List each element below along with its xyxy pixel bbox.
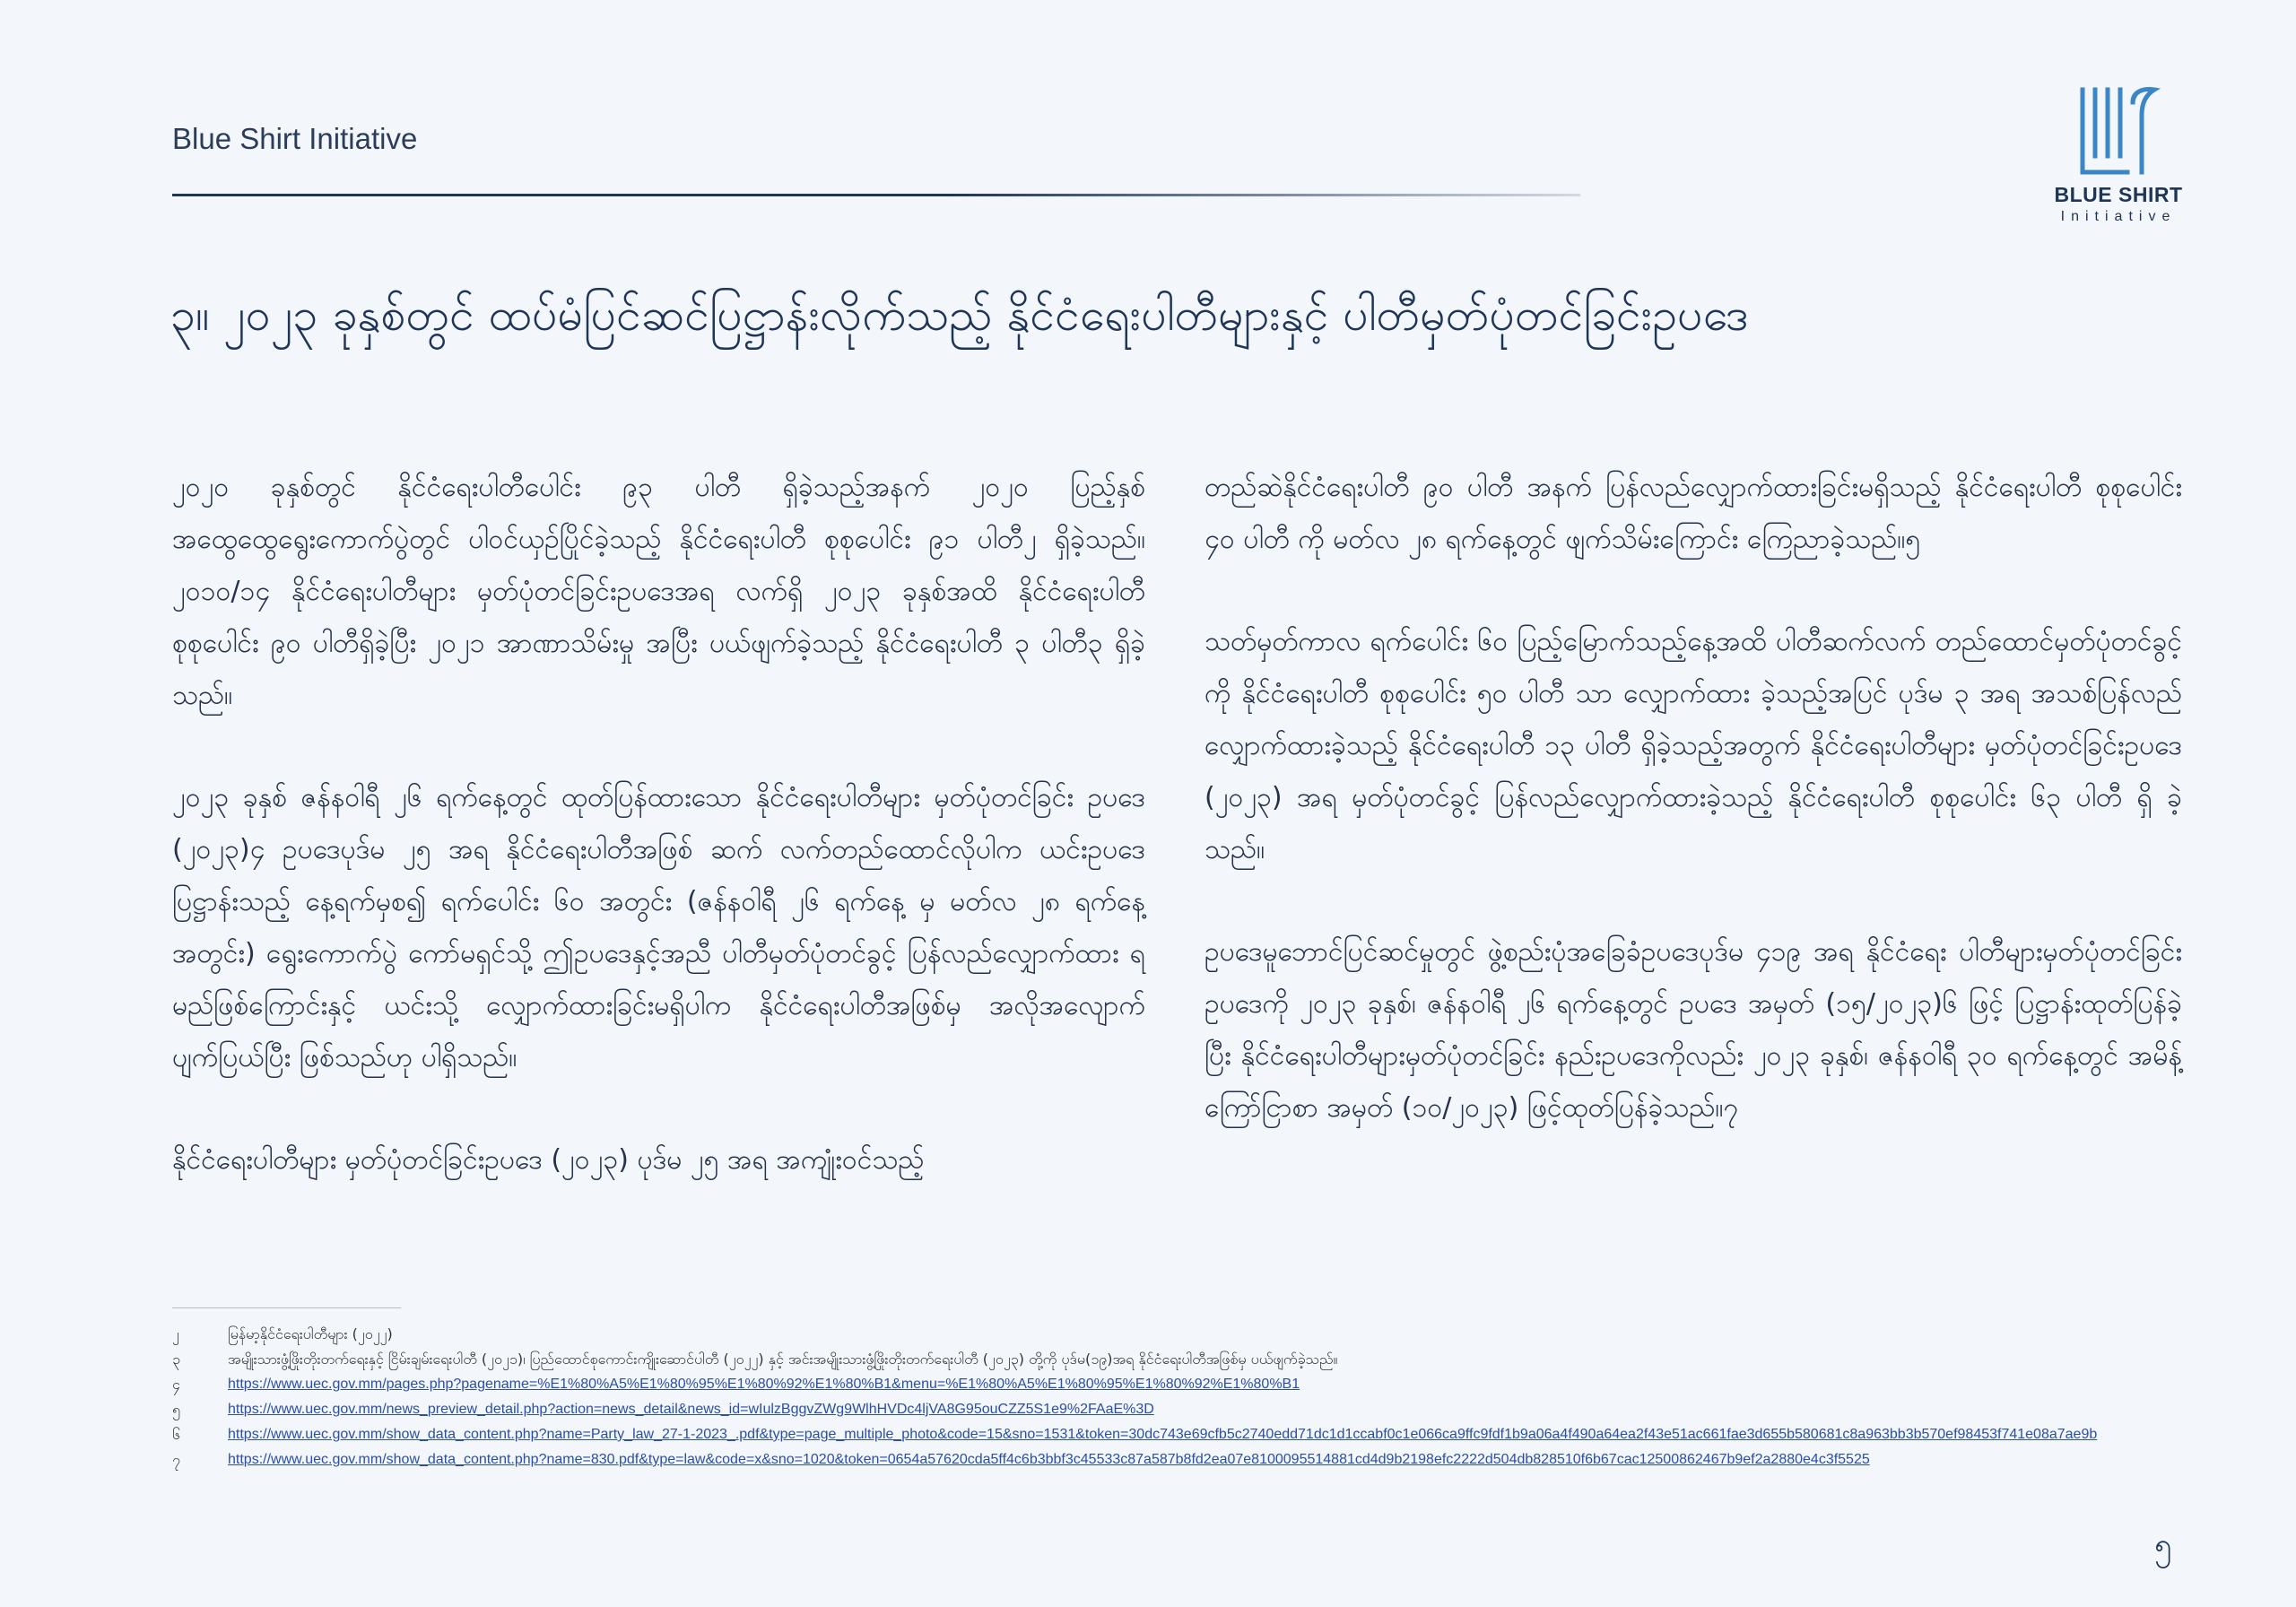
right-column (1205, 462, 2182, 1185)
logo-subtext: Initiative (2060, 209, 2177, 224)
paragraph: ၂၀၂၃ ခုနှစ် ဇန်နဝါရီ ၂၆ ရက်နေ့တွင် ထုတ်ပြန်ထားသော နိုင်ငံရေးပါတီများ မှတ်ပုံတင်ခြင်း ဥပဒေ (၂၀၂၃)၄ ဥပဒေပုဒ်မ ၂၅ အရ နိုင်ငံရေးပါတီအဖြစ် ဆက် လက်တည်ထောင်လိုပါက ယင်းဥပဒေပြဋ္ဌာန်းသည့် နေ့ရက်မှစ၍ ရက်ပေါင်း ၆၀ အတွင်း (ဇန်နဝါရီ ၂၆ ရက်နေ့ မှ မတ်လ ၂၈ ရက်နေ့ အတွင်း) ရွေးကောက်ပွဲ ကော်မရှင်သို့ ဤဥပဒေနှင့်အညီ ပါတီမှတ်ပုံတင်ခွင့် ပြန်လည်လျှောက်ထား ရမည်ဖြစ်ကြောင်းနှင့် ယင်းသို့ လျှောက်ထားခြင်းမရှိပါက နိုင်ငံရေးပါတီအဖြစ်မှ အလိုအလျောက် ပျက်ပြယ်ပြီး ဖြစ်သည်ဟု ပါရှိသည်။ (172, 782, 1145, 1073)
footnote-number: ၆ (172, 1426, 180, 1443)
paragraph: ၂၀၂၀ ခုနှစ်တွင် နိုင်ငံရေးပါတီပေါင်း ၉၃ ပါတီ ရှိခဲ့သည့်အနက် ၂၀၂၀ ပြည့်နှစ် အထွေထွေရွေးကောက်ပွဲတွင် ပါဝင်ယှဉ်ပြိုင်ခဲ့သည့် နိုင်ငံရေးပါတီ စုစုပေါင်း ၉၁ ပါတီ၂ ရှိခဲ့သည်။ ၂၀၁၀/၁၄ နိုင်ငံရေးပါတီများ မှတ်ပုံတင်ခြင်းဥပဒေအရ လက်ရှိ ၂၀၂၃ ခုနှစ်အထိ နိုင်ငံရေးပါတီ စုစုပေါင်း ၉၀ ပါတီရှိခဲ့ပြီး ၂၀၂၁ အာဏာသိမ်းမှု အပြီး ပယ်ဖျက်ခဲ့သည့် နိုင်ငံရေးပါတီ ၃ ပါတီ၃ ရှိခဲ့သည်။ (172, 472, 1145, 711)
footnote-divider (172, 1307, 401, 1308)
footnote-number: ၅ (172, 1401, 180, 1418)
left-column (172, 462, 1145, 1237)
footnote (172, 1347, 2190, 1372)
page-number: ၅ (2154, 1527, 2172, 1563)
footnote-link[interactable]: https://www.uec.gov.mm/show_data_content.php?name=830.pdf&type=law&code=x&sno=1020&token=0654a57620cda5ff4c6b3bbf3c45533c87a587b8fd2ea07e8100095514881cd4d9b2198efc2222d504db828510f6b67cac12500862467b9ef2a2880e4c3f5525 (228, 1452, 1870, 1467)
logo (2038, 84, 2199, 225)
footnote (172, 1322, 2190, 1347)
footnote (172, 1422, 2190, 1447)
footnote-text: အမျိုးသားဖွံ့ဖြိုးတိုးတက်ရေးနှင့် ငြိမ်းချမ်းရေးပါတီ (၂၀၂၁)၊ ပြည်ထောင်စုကောင်းကျိုးဆောင်ပါတီ (၂၀၂၂) နှင့် အင်းအမျိုးသားဖွံ့ဖြိုးတိုးတက်ရေးပါတီ (၂၀၂၃) တို့ကို ပုဒ်မ(၁၉)အရ နိုင်ငံရေးပါတီအဖြစ်မှ ပယ်ဖျက်ခဲ့သည်။ (228, 1351, 1338, 1368)
footnote (172, 1397, 2190, 1422)
paragraph: နိုင်ငံရေးပါတီများ မှတ်ပုံတင်ခြင်းဥပဒေ (၂၀၂၃) ပုဒ်မ ၂၅ အရ အကျုံးဝင်သည့် (172, 1144, 925, 1176)
paragraph: တည်ဆဲနိုင်ငံရေးပါတီ ၉၀ ပါတီ အနက် ပြန်လည်လျှောက်ထားခြင်းမရှိသည့် နိုင်ငံရေးပါတီ စုစုပေါင်း ၄၀ ပါတီ ကို မတ်လ ၂၈ ရက်နေ့တွင် ဖျက်သိမ်းကြောင်း ကြေညာခဲ့သည်။၅ (1205, 472, 2182, 555)
paragraph: သတ်မှတ်ကာလ ရက်ပေါင်း ၆၀ ပြည့်မြောက်သည့်နေ့အထိ ပါတီဆက်လက် တည်ထောင်မှတ်ပုံတင်ခွင့်ကို နိုင်ငံရေးပါတီ စုစုပေါင်း ၅၀ ပါတီ သာ လျှောက်ထား ခဲ့သည့်အပြင် ပုဒ်မ ၃ အရ အသစ်ပြန်လည်လျှောက်ထားခဲ့သည့် နိုင်ငံရေးပါတီ ၁၃ ပါတီ ရှိခဲ့သည့်အတွက် နိုင်ငံရေးပါတီများ မှတ်ပုံတင်ခြင်းဥပဒေ (၂၀၂၃) အရ မှတ်ပုံတင်ခွင့် ပြန်လည်လျှောက်ထားခဲ့သည့် နိုင်ငံရေးပါတီ စုစုပေါင်း ၆၃ ပါတီ ရှိ ခဲ့သည်။ (1205, 626, 2182, 865)
footnotes (172, 1322, 2190, 1472)
footnote-link[interactable]: https://www.uec.gov.mm/pages.php?pagename=%E1%80%A5%E1%80%95%E1%80%92%E1%80%B1&menu=%E1%80%A5%E1%80%95%E1%80%92%E1%80%B1 (228, 1377, 1300, 1392)
section-title: ၃။ ၂၀၂၃ ခုနှစ်တွင် ထပ်မံပြင်ဆင်ပြဋ္ဌာန်းလိုက်သည့် နိုင်ငံရေးပါတီများနှင့် ပါတီမှတ်ပုံတင်ခြင်းဥပဒေ (170, 289, 1749, 341)
footnote-text: မြန်မာ့နိုင်ငံရေးပါတီများ (၂၀၂၂) (228, 1325, 393, 1342)
footnote-link[interactable]: https://www.uec.gov.mm/show_data_content.php?name=Party_law_27-1-2023_.pdf&type=page_multiple_photo&code=15&sno=1531&token=30dc743e69cfb5c2740edd71dc1d1ccabf0c1e066ca9ffc9fdf1b9a06a4f490a64ea2f43e51ac661fae3d655b580681c8a963bb3b570ef98453f741e08a7ae9b (228, 1427, 2098, 1442)
footnote-number: ၇ (172, 1451, 180, 1468)
footnote-link[interactable]: https://www.uec.gov.mm/news_preview_detail.php?action=news_detail&news_id=wIulzBggvZWg9WlhHVDc4ljVA8G95ouCZZ5S1e9%2FAaE%3D (228, 1402, 1154, 1417)
brand-name: Blue Shirt Initiative (172, 122, 418, 155)
footnote (172, 1447, 2190, 1472)
footnote-number: ၃ (172, 1351, 180, 1368)
footnote (172, 1372, 2190, 1397)
header-divider (172, 194, 1580, 196)
logo-text: BLUE SHIRT (2054, 183, 2183, 206)
logo-mark-icon (2074, 84, 2163, 178)
paragraph: ဥပဒေမူဘောင်ပြင်ဆင်မှုတွင် ဖွဲ့စည်းပုံအခြေခံဥပဒေပုဒ်မ ၄၁၉ အရ နိုင်ငံရေး ပါတီများမှတ်ပုံတင်ခြင်း ဥပဒေကို ၂၀၂၃ ခုနှစ်၊ ဇန်နဝါရီ ၂၆ ရက်နေ့တွင် ဥပဒေ အမှတ် (၁၅/၂၀၂၃)၆ ဖြင့် ပြဋ္ဌာန်းထုတ်ပြန်ခဲ့ပြီး နိုင်ငံရေးပါတီများမှတ်ပုံတင်ခြင်း နည်းဥပဒေကိုလည်း ၂၀၂၃ ခုနှစ်၊ ဇန်နဝါရီ ၃၀ ရက်နေ့တွင် အမိန့်ကြော်ငြာစာ အမှတ် (၁၀/၂၀၂၃) ဖြင့်ထုတ်ပြန်ခဲ့သည်။၇ (1205, 936, 2182, 1124)
footnote-number: ၂ (172, 1325, 179, 1342)
footnote-number: ၄ (172, 1376, 180, 1393)
